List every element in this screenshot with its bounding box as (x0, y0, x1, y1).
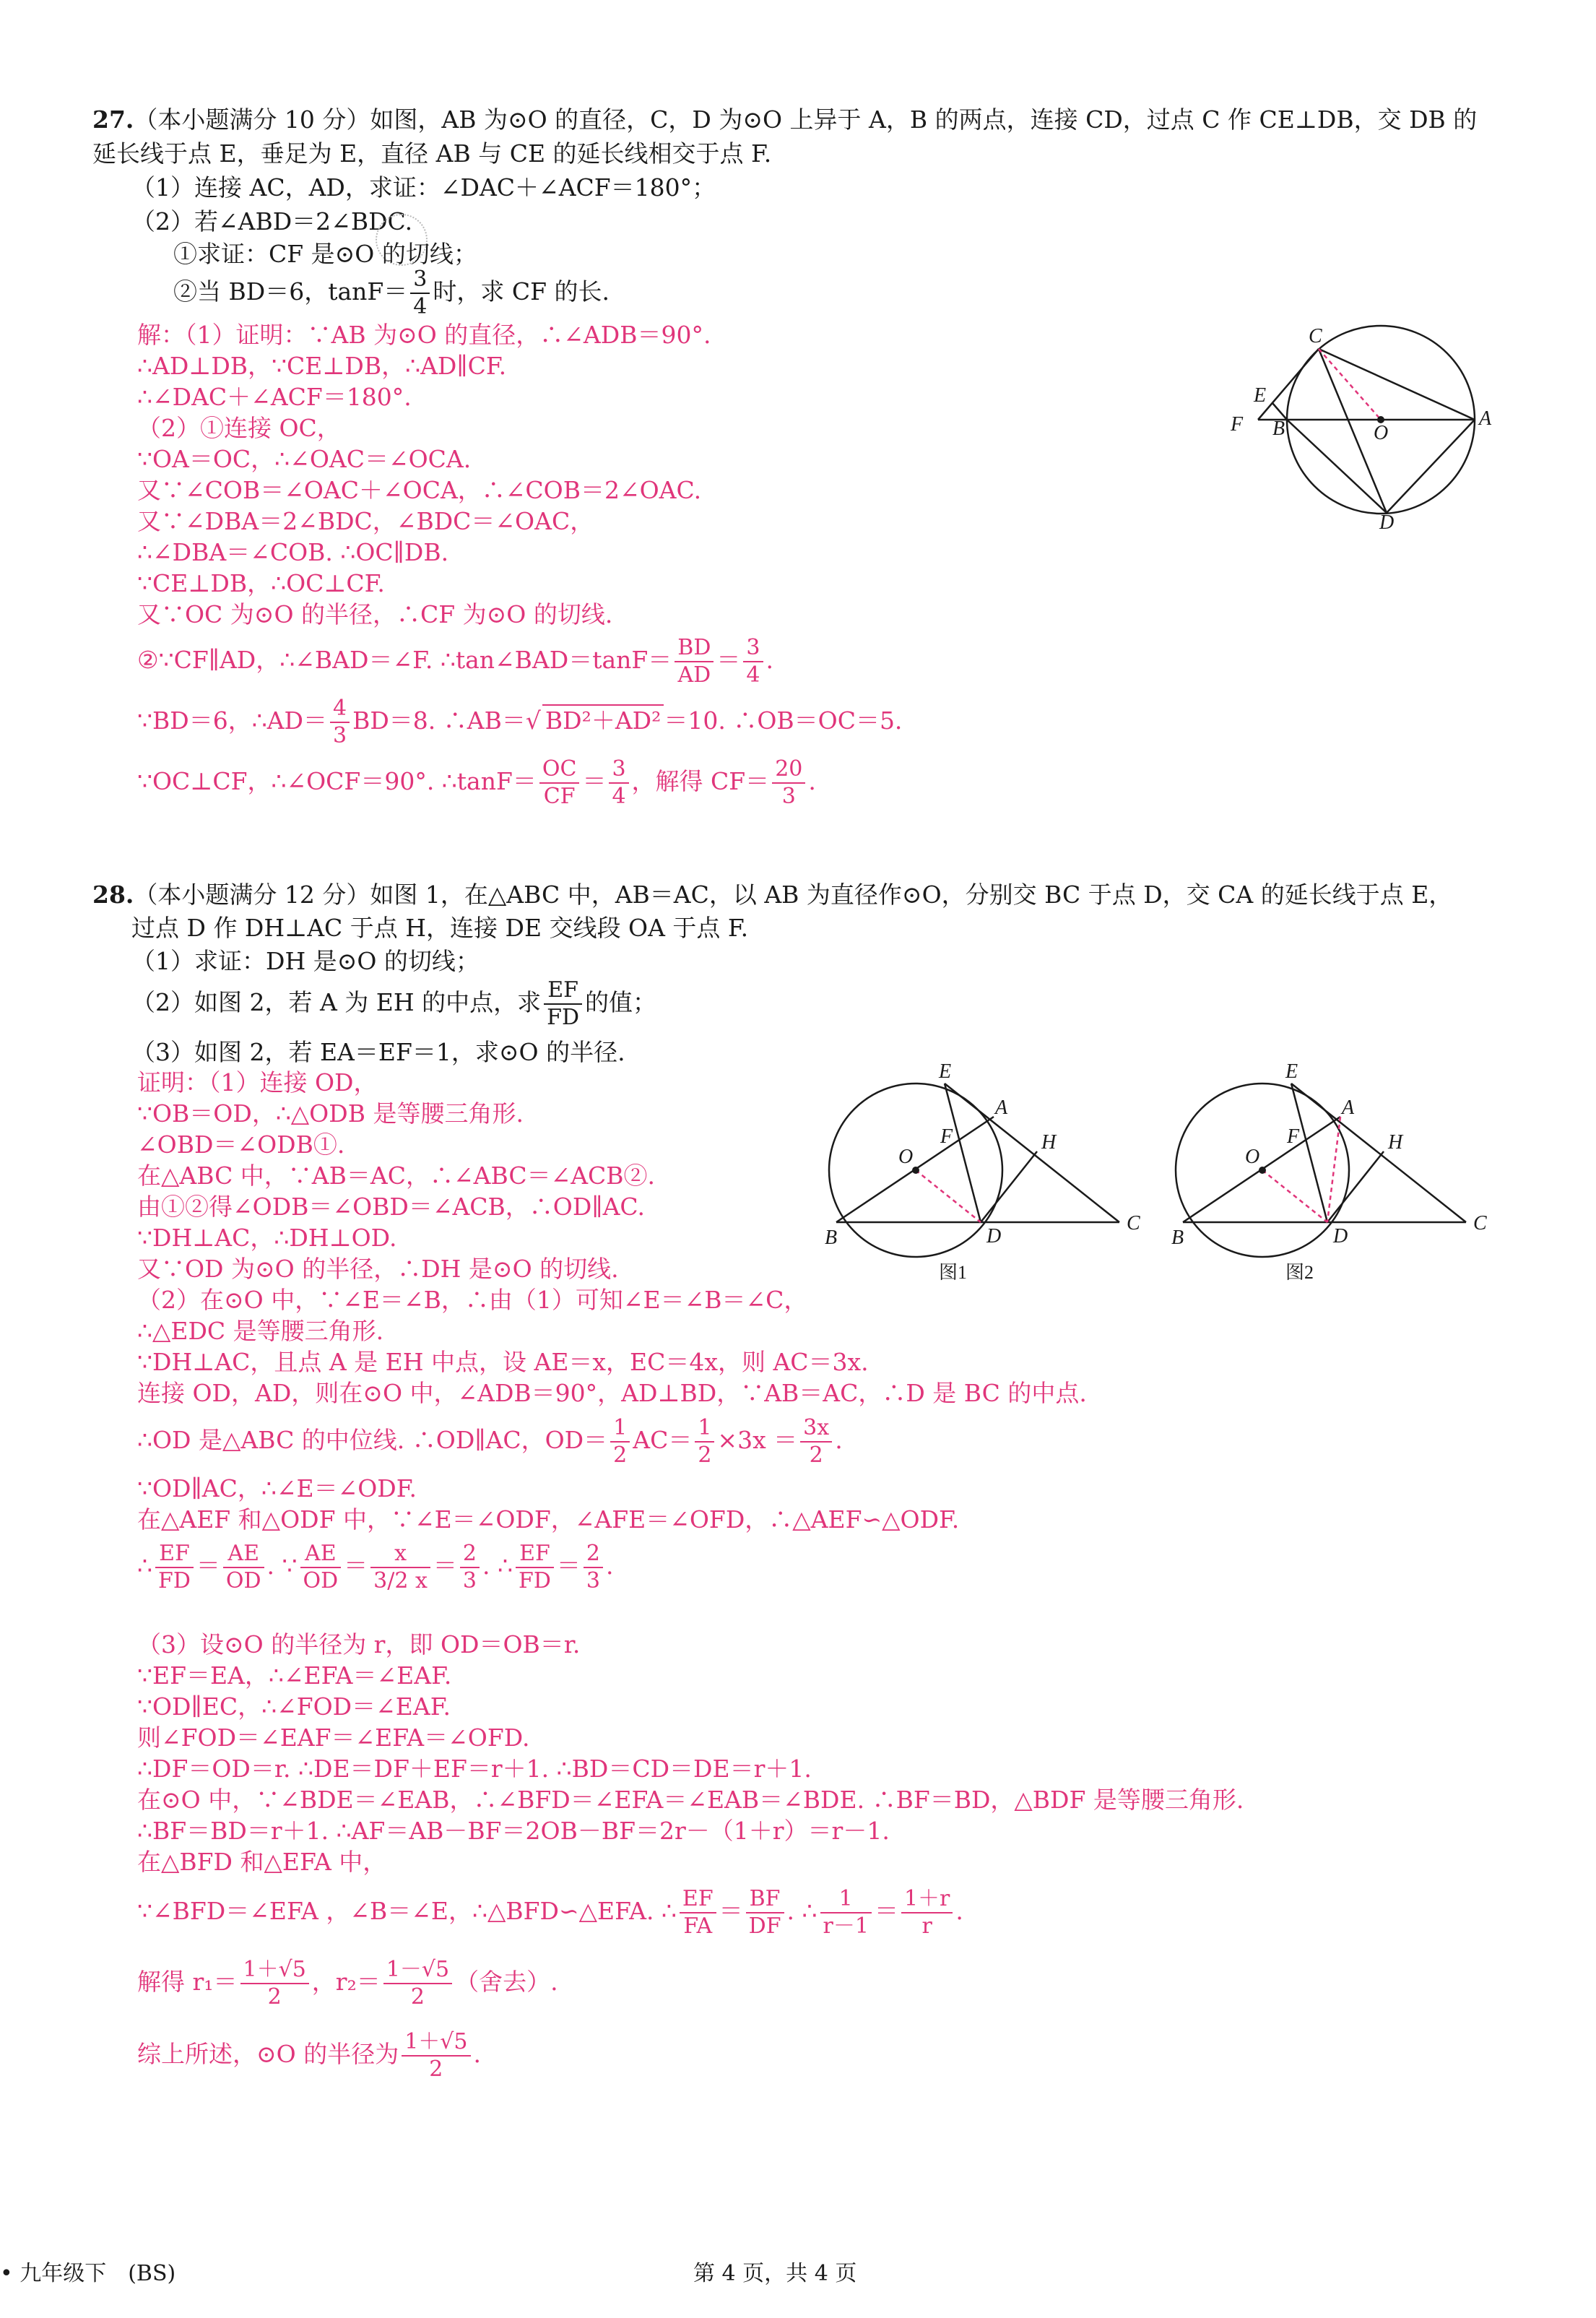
q28-solution-line13: ∵OD∥AC，∴∠E＝∠ODF. (137, 1474, 417, 1502)
footer-page-number: 第 4 页，共 4 页 (693, 2261, 857, 2286)
q28-solution-line15: ∴ $\frac{EF}{FD}$ ＝ $\frac{AE}{OD}$ . ∵ $\frac{AE}{OD}$ ＝ $\frac{x}{3/2 x}$ ＝ $\frac{2}{3}$ . ∴ $\frac{EF}{FD}$ ＝ $\frac{2}{3}$ . (137, 1541, 614, 1593)
q27-part2: （2）若∠ABD＝2∠BDC. (131, 207, 413, 235)
q28-figure-1 (823, 1062, 1163, 1300)
q27-solution-line12: ∵BD＝6，∴AD＝ $\frac{4}{3}$ BD＝8. ∴AB＝√ BD²＋AD² ＝10. ∴OB＝OC＝5. (137, 696, 903, 748)
q28-solution-line11: 连接 OD，AD，则在⊙O 中，∠ADB＝90°，AD⊥BD，∵AB＝AC，∴D 是 BC 的中点. (137, 1379, 1087, 1407)
fig1-line-dh (981, 1151, 1037, 1222)
q27-solution-line11: ②∵CF∥AD，∴∠BAD＝∠F. ∴tan∠BAD＝tanF＝ $\frac{BD}{AD}$ ＝ $\frac{3}{4}$ . (137, 635, 773, 688)
fig1-dashed-od (916, 1170, 981, 1222)
q28-solution-line22: ∴BF＝BD＝r＋1. ∴AF＝AB－BF＝2OB－BF＝2r－（1＋r）＝r－1. (137, 1817, 890, 1845)
q27-label-a: A (1479, 407, 1492, 430)
q27-solution-line5: ∵OA＝OC，∴∠OAC＝∠OCA. (137, 445, 472, 473)
fig1-center-point (912, 1167, 919, 1174)
q27-dashed-oc (1319, 349, 1381, 420)
q28-part1: （1）求证：DH 是⊙O 的切线； (131, 947, 480, 975)
q28-solution-line20: ∴DF＝OD＝r. ∴DE＝DF＋EF＝r＋1. ∴BD＝CD＝DE＝r＋1. (137, 1755, 812, 1783)
q28-solution-line12: ∴OD 是△ABC 的中位线. ∴OD∥AC，OD＝ $\frac{1}{2}$ AC＝ $\frac{1}{2}$ ×3x ＝ $\frac{3x}{2}$ . (137, 1415, 843, 1468)
fig2-dashed-ad (1327, 1117, 1340, 1222)
fig2-label-f: F (1287, 1125, 1300, 1148)
fig2-label-d: D (1333, 1225, 1348, 1247)
q27-solution-line4: （2）①连接 OC， (137, 414, 341, 442)
fig2-line-ed (1291, 1084, 1327, 1222)
q27-heading-line1: 27.（本小题满分 10 分）如图，AB 为⊙O 的直径，C，D 为⊙O 上异于 A，B 的两点，连接 CD，过点 C 作 CE⊥DB，交 DB 的 (92, 105, 1478, 134)
q28-solution-line19: 则∠FOD＝∠EAF＝∠EFA＝∠OFD. (137, 1724, 530, 1752)
q28-solution-line4: 在△ABC 中，∵AB＝AC，∴∠ABC＝∠ACB②. (137, 1162, 656, 1190)
q27-label-d: D (1379, 511, 1395, 534)
fig2-label-h: H (1388, 1131, 1403, 1154)
q28-solution-line25: 解得 r₁＝ $\frac{1+√5}{2}$ ，r₂＝ $\frac{1-√5}{2}$ （舍去）. (137, 1957, 558, 2010)
fig2-center-point (1259, 1167, 1266, 1174)
q27-heading-line2: 延长线于点 E，垂足为 E，直径 AB 与 CE 的延长线相交于点 F. (92, 139, 772, 168)
q28-heading-line2: 过点 D 作 DH⊥AC 于点 H，连接 DE 交线段 OA 于点 F. (131, 914, 749, 942)
q28-figure-2 (1170, 1062, 1509, 1300)
q27-chord-ca (1319, 349, 1475, 420)
q27-label-e: E (1254, 384, 1267, 407)
fig2-line-dh (1327, 1151, 1384, 1222)
q28-solution-line14: 在△AEF 和△ODF 中，∵∠E＝∠ODF，∠AFE＝∠OFD，∴△AEF∽△ODF. (137, 1505, 960, 1534)
q27-solution-line10: 又∵OC 为⊙O 的半径，∴CF 为⊙O 的切线. (137, 600, 613, 628)
q28-solution-line18: ∵OD∥EC，∴∠FOD＝∠EAF. (137, 1692, 451, 1721)
q28-solution-line23: 在△BFD 和△EFA 中， (137, 1848, 387, 1876)
q27-label-f: F (1231, 413, 1244, 436)
q28-solution-line7: 又∵OD 为⊙O 的半径，∴DH 是⊙O 的切线. (137, 1255, 619, 1283)
q27-solution-line8: ∴∠DBA＝∠COB. ∴OC∥DB. (137, 538, 449, 566)
q27-label-c: C (1309, 325, 1322, 347)
q27-label-b: B (1272, 418, 1285, 440)
fig2-line-ec (1291, 1084, 1466, 1222)
q28-solution-line21: 在⊙O 中，∵∠BDE＝∠EAB，∴∠BFD＝∠EFA＝∠EAB＝∠BDE. ∴BF＝BD，△BDF 是等腰三角形. (137, 1786, 1244, 1814)
q28-solution-line26: 综上所述，⊙O 的半径为 $\frac{1+√5}{2}$ . (137, 2029, 481, 2082)
q28-solution-line3: ∠OBD＝∠ODB①. (137, 1130, 345, 1159)
q28-solution-line16: （3）设⊙O 的半径为 r，即 OD＝OB＝r. (137, 1630, 581, 1659)
q27-solution-line7: 又∵∠DBA＝2∠BDC，∠BDC＝∠OAC， (137, 507, 594, 535)
fig1-line-ec (945, 1084, 1119, 1222)
q27-solution-line13: ∵OC⊥CF，∴∠OCF＝90°. ∴tanF＝ $\frac{OC}{CF}$ ＝ $\frac{3}{4}$ ，解得 CF＝ $\frac{20}{3}$ . (137, 756, 816, 809)
fig1-label-e: E (939, 1062, 952, 1083)
q28-solution-line6: ∵DH⊥AC，∴DH⊥OD. (137, 1224, 397, 1252)
fig2-caption: 图2 (1285, 1262, 1314, 1283)
fig2-label-a: A (1342, 1097, 1355, 1119)
q28-part3: （3）如图 2，若 EA＝EF＝1，求⊙O 的半径. (131, 1038, 625, 1066)
q28-solution-line24: ∵∠BFD＝∠EFA ，∠B＝∠E，∴△BFD∽△EFA. ∴ $\frac{EF}{FA}$ ＝ $\frac{BF}{DF}$ . ∴ $\frac{1}{r-1}$ ＝ $\frac{1+r}{r}$ . (137, 1886, 963, 1939)
q28-solution-line1: 证明：（1）连接 OD， (137, 1068, 378, 1097)
fig1-label-a: A (995, 1097, 1008, 1119)
fig2-label-b: B (1171, 1227, 1184, 1249)
fig1-label-c: C (1127, 1212, 1140, 1234)
fig1-caption: 图1 (939, 1262, 968, 1283)
q27-solution-line1: 解：（1）证明：∵AB 为⊙O 的直径，∴∠ADB＝90°. (137, 321, 711, 349)
q28-solution-line10: ∵DH⊥AC，且点 A 是 EH 中点，设 AE＝x，EC＝4x，则 AC＝3x. (137, 1348, 869, 1376)
q27-label-o: O (1374, 422, 1389, 444)
q27-solution-line3: ∴∠DAC＋∠ACF＝180°. (137, 383, 412, 411)
q28-solution-line17: ∵EF＝EA，∴∠EFA＝∠EAF. (137, 1661, 452, 1690)
fig1-label-h: H (1041, 1131, 1057, 1154)
q27-part2b: ②当 BD＝6，tanF＝ $\frac{3}{4}$ 时，求 CF 的长. (173, 267, 610, 319)
q28-solution-line8: （2）在⊙O 中，∵∠E＝∠B，∴由（1）可知∠E＝∠B＝∠C， (137, 1286, 808, 1314)
fig2-label-e: E (1285, 1062, 1298, 1083)
q27-part1: （1）连接 AC，AD，求证：∠DAC＋∠ACF＝180°； (131, 173, 716, 202)
q28-heading-line1: 28.（本小题满分 12 分）如图 1，在△ABC 中，AB＝AC，以 AB 为直径作⊙O，分别交 BC 于点 D，交 CA 的延长线于点 E， (92, 881, 1453, 909)
q27-solution-line9: ∵CE⊥DB，∴OC⊥CF. (137, 569, 385, 597)
fig1-label-d: D (986, 1225, 1002, 1247)
fig2-label-c: C (1473, 1212, 1487, 1234)
q27-solution-line6: 又∵∠COB＝∠OAC＋∠OCA，∴∠COB＝2∠OAC. (137, 476, 702, 504)
q28-solution-line5: 由①②得∠ODB＝∠OBD＝∠ACB，∴OD∥AC. (137, 1193, 645, 1221)
fig1-label-b: B (825, 1227, 838, 1249)
fig1-label-o: O (898, 1146, 914, 1168)
fig1-label-f: F (940, 1125, 953, 1148)
q27-part2a: ①求证：CF 是⊙O 的切线； (173, 240, 477, 268)
q28-part2: （2）如图 2，若 A 为 EH 的中点，求 $\frac{EF}{FD}$ 的值； (131, 977, 657, 1030)
fig2-label-o: O (1245, 1146, 1260, 1168)
q27-figure (1220, 318, 1509, 535)
q27-solution-line2: ∴AD⊥DB，∵CE⊥DB，∴AD∥CF. (137, 352, 507, 380)
q28-solution-line2: ∵OB＝OD，∴△ODB 是等腰三角形. (137, 1099, 524, 1128)
q28-solution-line9: ∴△EDC 是等腰三角形. (137, 1317, 384, 1345)
fig1-line-ed (945, 1084, 981, 1222)
fig2-dashed-od (1262, 1170, 1327, 1222)
footer-grade-label: • 九年级下 (BS) (0, 2261, 176, 2286)
q27-chord-bd (1287, 420, 1387, 513)
